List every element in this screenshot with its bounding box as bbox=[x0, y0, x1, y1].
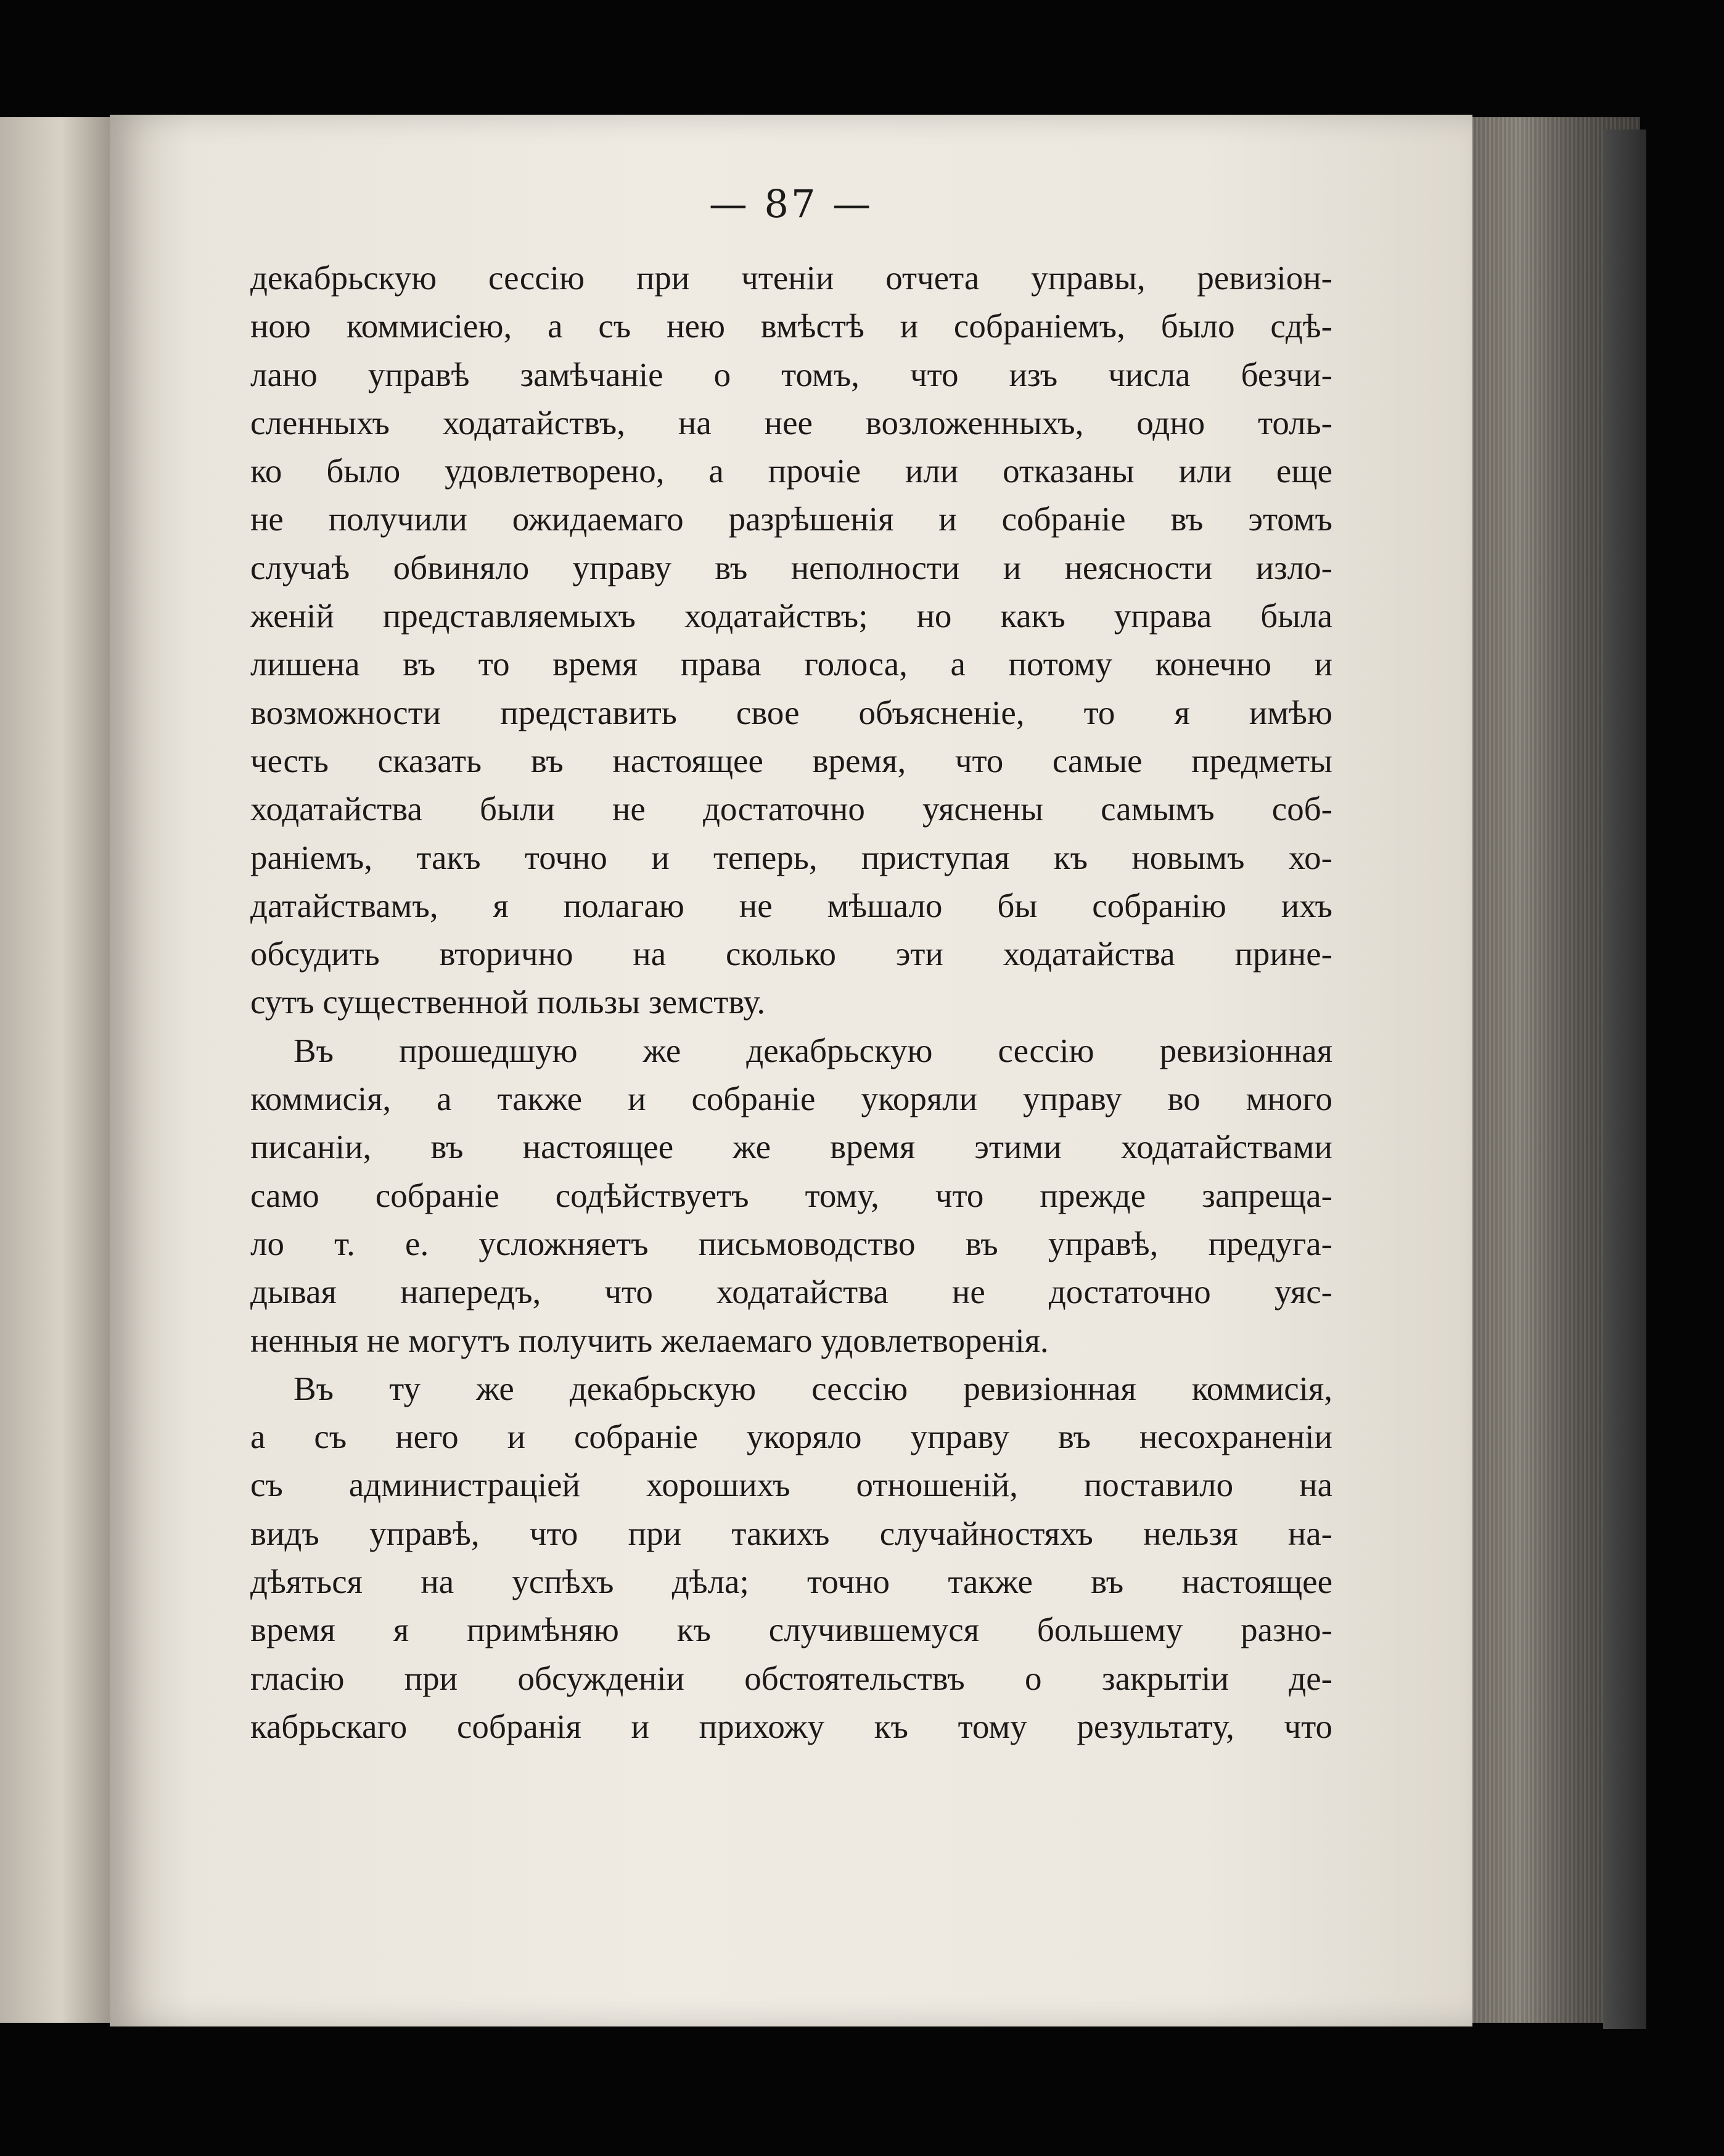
text-line: ло т. е. усложняетъ письмоводство въ управѣ, предуга- bbox=[250, 1224, 1332, 1262]
text-line: датайствамъ, я полагаю не мѣшало бы собранію ихъ bbox=[250, 886, 1332, 924]
text-line: декабрьскую сессію при чтеніи отчета управы, ревизіон- bbox=[250, 259, 1332, 297]
text-line: видъ управѣ, что при такихъ случайностяхъ нельзя на- bbox=[250, 1514, 1332, 1552]
text-line: честь сказать въ настоящее время, что самые предметы bbox=[250, 741, 1332, 780]
text-line: а съ него и собраніе укоряло управу въ несохраненіи bbox=[250, 1418, 1332, 1456]
text-line: ною коммисіею, а съ нею вмѣстѣ и собраніемъ, было сдѣ- bbox=[250, 307, 1332, 345]
text-line: лишена въ то время права голоса, а потому конечно и bbox=[250, 645, 1332, 683]
page-text-block bbox=[250, 254, 1332, 1751]
text-line: писаніи, въ настоящее же время этими ходатайствами bbox=[250, 1128, 1332, 1166]
book-cover-edge bbox=[1603, 130, 1646, 2029]
text-line-paragraph-start: Въ прошедшую же декабрьскую сессію ревизіонная bbox=[293, 1031, 1332, 1069]
text-line-paragraph-start: Въ ту же декабрьскую сессію ревизіонная коммисія, bbox=[293, 1369, 1332, 1407]
text-line: обсудить вторично на сколько эти ходатайства прине- bbox=[250, 935, 1332, 973]
text-line: само собраніе содѣйствуетъ тому, что прежде запреща- bbox=[250, 1176, 1332, 1214]
text-line-paragraph-end: ненныя не могутъ получить желаемаго удовлетворенія. bbox=[250, 1321, 1049, 1359]
text-line: лано управѣ замѣчаніе о томъ, что изъ числа безчи- bbox=[250, 355, 1332, 393]
text-line: ходатайства были не достаточно уяснены самымъ соб- bbox=[250, 790, 1332, 828]
text-line: раніемъ, такъ точно и теперь, приступая къ новымъ хо- bbox=[250, 838, 1332, 876]
text-line: кабрьскаго собранія и прихожу къ тому результату, что bbox=[250, 1707, 1332, 1745]
text-line: гласію при обсужденіи обстоятельствъ о закрытіи де- bbox=[250, 1659, 1332, 1697]
text-line: женій представляемыхъ ходатайствъ; но какъ управа была bbox=[250, 597, 1332, 635]
text-line: дывая напередъ, что ходатайства не достаточно уяс- bbox=[250, 1273, 1332, 1311]
text-line: случаѣ обвиняло управу въ неполности и неясности изло- bbox=[250, 548, 1332, 586]
book-page bbox=[110, 115, 1472, 2026]
text-line: съ администраціей хорошихъ отношеній, поставило на bbox=[250, 1466, 1332, 1504]
text-line: время я примѣняю къ случившемуся большему разно- bbox=[250, 1611, 1332, 1649]
text-line: ко было удовлетворено, а прочіе или отказаны или еще bbox=[250, 452, 1332, 490]
text-line: коммисія, а также и собраніе укоряли управу во много bbox=[250, 1080, 1332, 1118]
text-line: дѣяться на успѣхъ дѣла; точно также въ настоящее bbox=[250, 1563, 1332, 1601]
text-line-paragraph-end: сутъ существенной пользы земству. bbox=[250, 983, 766, 1021]
text-line: не получили ожидаемаго разрѣшенія и собраніе въ этомъ bbox=[250, 500, 1332, 538]
left-facing-page-edge bbox=[0, 117, 111, 2023]
text-line: сленныхъ ходатайствъ, на нее возложенныхъ, одно толь- bbox=[250, 403, 1332, 442]
text-line: возможности представить свое объясненіе, то я имѣю bbox=[250, 693, 1332, 731]
page-number: — 87 — bbox=[708, 181, 874, 226]
